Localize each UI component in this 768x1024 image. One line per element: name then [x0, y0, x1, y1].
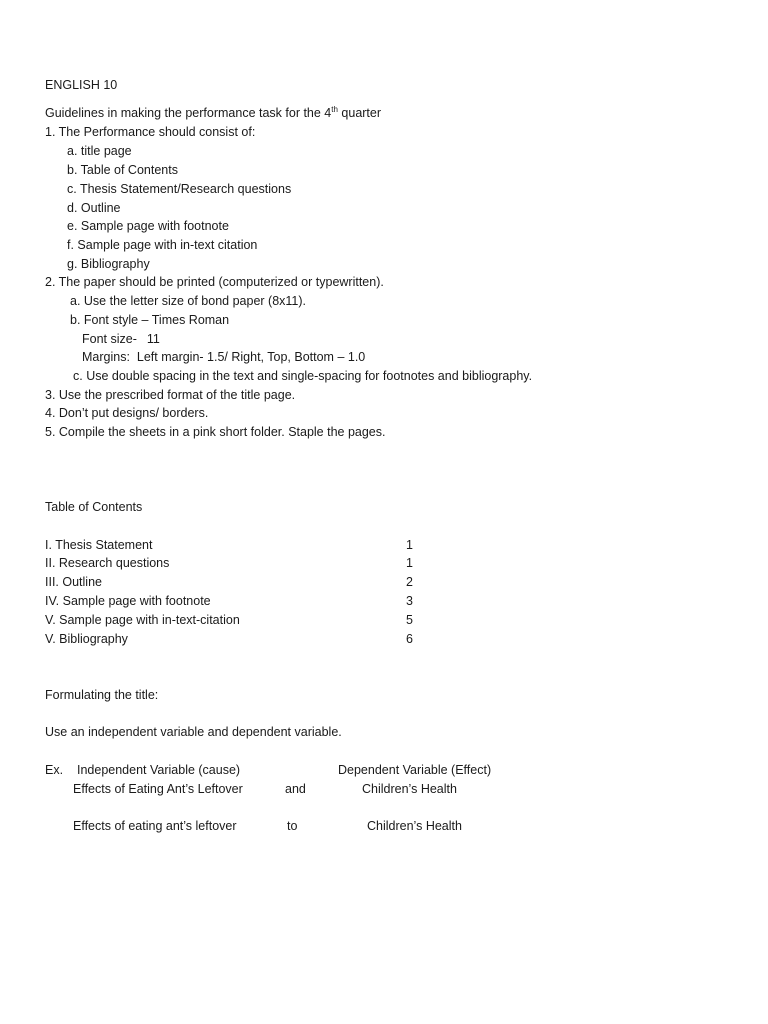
example-connector: and: [285, 782, 306, 796]
example-label: Ex.: [45, 763, 64, 777]
toc-entry-label: IV. Sample page with footnote: [45, 594, 211, 608]
font-size-line: [82, 331, 160, 347]
toc-entry-label: I. Thesis Statement: [45, 538, 153, 552]
guidelines-intro-text: Guidelines in making the performance task for the 4: [45, 106, 332, 120]
font-size-label: Font size-: [82, 332, 137, 346]
guideline-item-4: 4. Don’t put designs/ borders.: [45, 406, 209, 420]
guideline-sub-item: b. Table of Contents: [67, 163, 178, 177]
toc-entry-page: 1: [406, 556, 413, 570]
course-title: ENGLISH 10: [45, 78, 118, 92]
example-dependent: Children’s Health: [362, 782, 457, 796]
toc-entry-page: 5: [406, 613, 413, 627]
guideline-sub-item: a. Use the letter size of bond paper (8x11).: [70, 294, 307, 308]
toc-entry-page: 1: [406, 538, 413, 552]
guideline-sub-item: f. Sample page with in-text citation: [67, 238, 258, 252]
guideline-sub-item: b. Font style – Times Roman: [70, 313, 230, 327]
example-independent: Effects of Eating Ant’s Leftover: [73, 782, 243, 796]
guideline-sub-item: d. Outline: [67, 201, 121, 215]
guideline-item-3: 3. Use the prescribed format of the title page.: [45, 388, 296, 402]
dependent-variable-header: Dependent Variable (Effect): [338, 763, 492, 777]
guideline-sub-item: c. Use double spacing in the text and single-spacing for footnotes and bibliography.: [73, 369, 533, 383]
margins-line: Margins: Left margin- 1.5/ Right, Top, Bottom – 1.0: [82, 350, 366, 364]
toc-entry-label: V. Sample page with in-text-citation: [45, 613, 240, 627]
font-size-value: 11: [146, 332, 160, 346]
independent-variable-header: Independent Variable (cause): [77, 763, 241, 777]
title-section-heading: Formulating the title:: [45, 688, 159, 702]
guideline-item-2: 2. The paper should be printed (computerized or typewritten).: [45, 275, 384, 289]
toc-entry-label: II. Research questions: [45, 556, 170, 570]
guideline-sub-item: c. Thesis Statement/Research questions: [67, 182, 292, 196]
guidelines-intro-superscript: th: [331, 104, 338, 114]
toc-entry-label: III. Outline: [45, 575, 102, 589]
guidelines-intro-tail: quarter: [337, 106, 382, 120]
title-section-instruction: Use an independent variable and dependent variable.: [45, 725, 342, 739]
guideline-sub-item: e. Sample page with footnote: [67, 219, 229, 233]
guidelines-intro: [45, 105, 381, 121]
guideline-item-5: 5. Compile the sheets in a pink short folder. Staple the pages.: [45, 425, 386, 439]
guideline-sub-item: g. Bibliography: [67, 257, 150, 271]
example-connector: to: [287, 819, 298, 833]
toc-heading: Table of Contents: [45, 500, 143, 514]
toc-entry-page: 6: [406, 632, 413, 646]
guideline-sub-item: a. title page: [67, 144, 132, 158]
toc-entry-page: 3: [406, 594, 413, 608]
toc-entry-page: 2: [406, 575, 413, 589]
guideline-item-1: 1. The Performance should consist of:: [45, 125, 256, 139]
toc-entry-label: V. Bibliography: [45, 632, 128, 646]
example-independent: Effects of eating ant’s leftover: [73, 819, 237, 833]
example-dependent: Children’s Health: [367, 819, 462, 833]
